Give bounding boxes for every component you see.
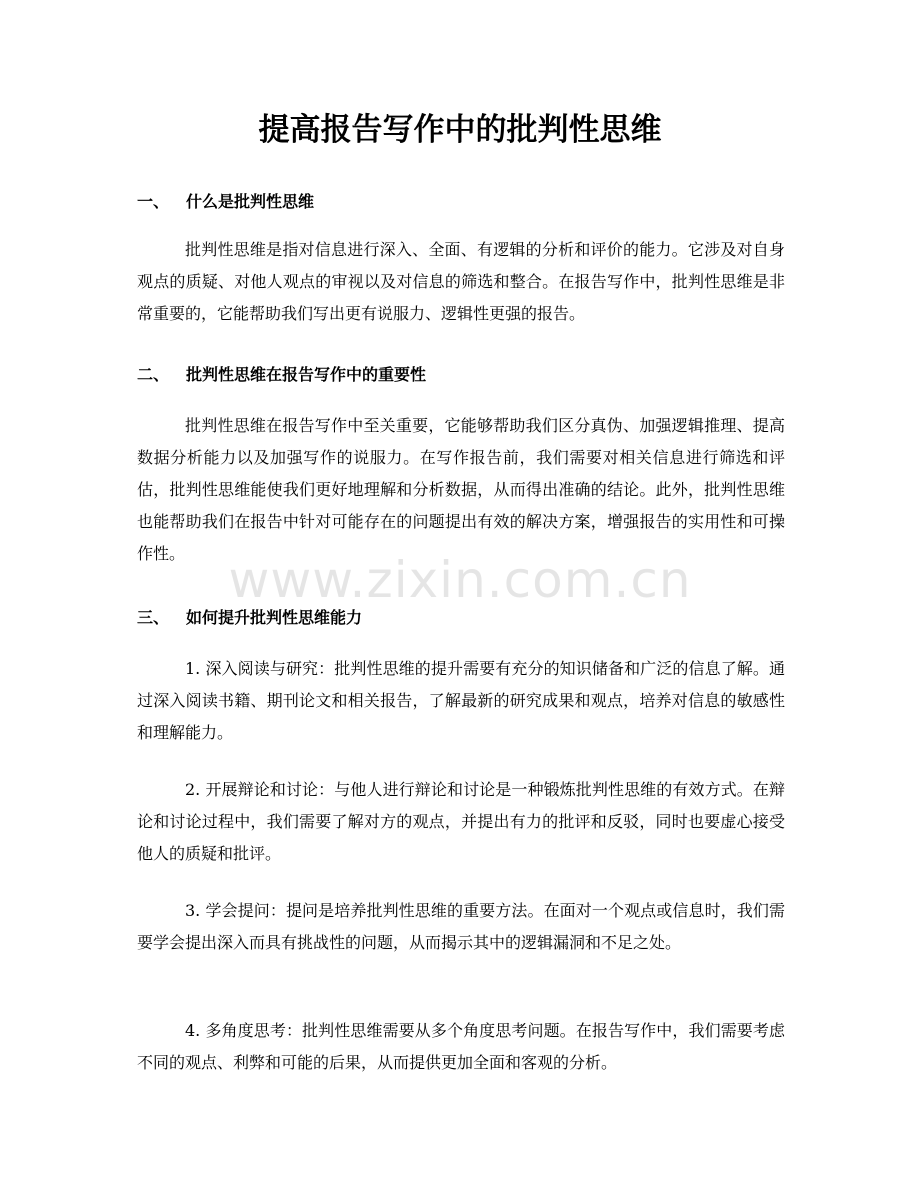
section-heading-1 [137,190,314,214]
section-number: 二、 [137,365,170,384]
list-item-paragraph: 4. 多角度思考：批判性思维需要从多个角度思考问题。在报告写作中，我们需要考虑不同的观点、利弊和可能的后果，从而提供更加全面和客观的分析。 [137,1021,785,1072]
section-heading-2 [137,363,426,387]
section-number: 三、 [137,608,170,627]
section-title: 批判性思维在报告写作中的重要性 [186,365,427,384]
list-item-paragraph: 3. 学会提问：提问是培养批判性思维的重要方法。在面对一个观点或信息时，我们需要学会提出深入而具有挑战性的问题，从而揭示其中的逻辑漏洞和不足之处。 [137,901,785,952]
list-item-paragraph: 2. 开展辩论和讨论：与他人进行辩论和讨论是一种锻炼批判性思维的有效方式。在辩论和讨论过程中，我们需要了解对方的观点，并提出有力的批评和反驳，同时也要虚心接受他人的质疑和批评。 [137,780,785,863]
section-number: 一、 [137,192,170,211]
watermark: www.zixin.com.cn [228,551,692,609]
section-title: 什么是批判性思维 [186,192,315,211]
section-heading-3 [137,606,362,630]
document-title: 提高报告写作中的批判性思维 [258,112,662,148]
list-item-paragraph: 1. 深入阅读与研究：批判性思维的提升需要有充分的知识储备和广泛的信息了解。通过深入阅读书籍、期刊论文和相关报告，了解最新的研究成果和观点，培养对信息的敏感性和理解能力。 [137,659,785,742]
paragraph: 批判性思维是指对信息进行深入、全面、有逻辑的分析和评价的能力。它涉及对自身观点的质疑、对他人观点的审视以及对信息的筛选和整合。在报告写作中，批判性思维是非常重要的，它能帮助我们写出更有说服力、逻辑性更强的报告。 [137,240,785,323]
paragraph: 批判性思维在报告写作中至关重要，它能够帮助我们区分真伪、加强逻辑推理、提高数据分析能力以及加强写作的说服力。在写作报告前，我们需要对相关信息进行筛选和评估，批判性思维能使我们更好地理解和分析数据，从而得出准确的结论。此外，批判性思维也能帮助我们在报告中针对可能存在的问题提出有效的解决方案，增强报告的实用性和可操作性。 [137,416,785,563]
section-title: 如何提升批判性思维能力 [186,608,363,627]
